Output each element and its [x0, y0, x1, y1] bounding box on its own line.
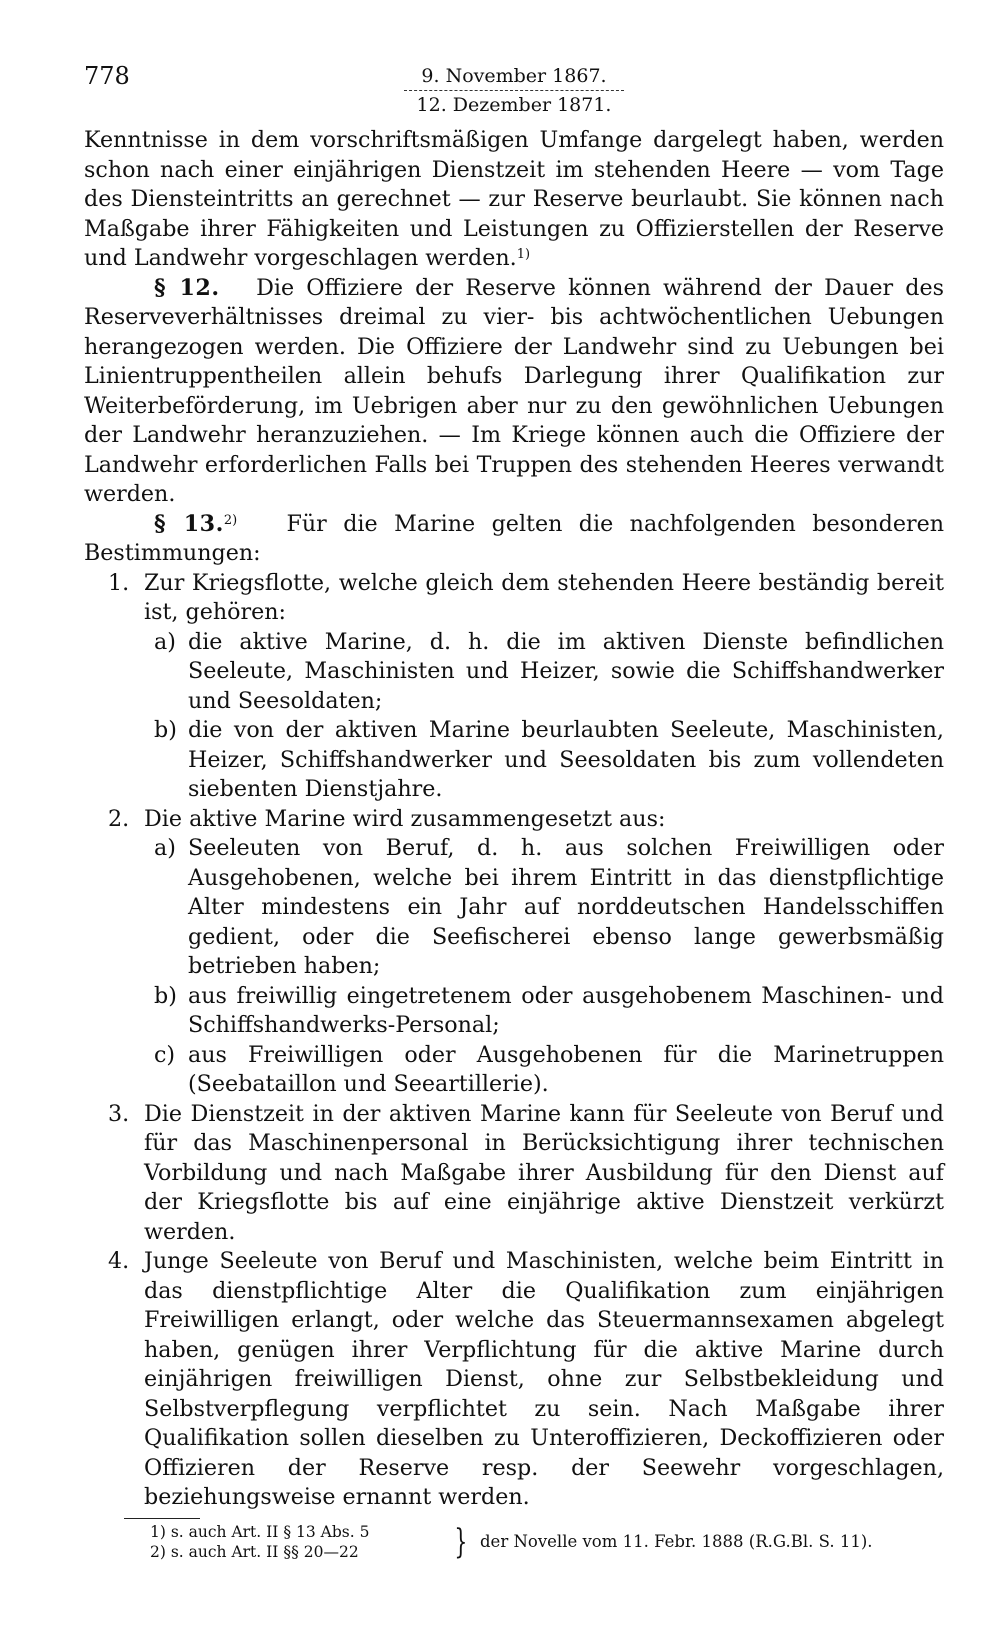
list-subitem-1b [84, 716, 944, 805]
footnote-1: 1) s. auch Art. II § 13 Abs. 5 [150, 1523, 370, 1541]
subitem-letter: b) [154, 717, 177, 743]
item-text: Die Dienstzeit in der aktiven Marine kann für Seeleute von Beruf und für das Maschinenpersonal in Berücksichtigung ihrer technischen Vorbildung und nach Maßgabe ihrer Ausbildung für den Dienst auf der Kriegsflotte bis auf eine einjährige aktive Dienstzeit verkürzt werden. [144, 1100, 944, 1245]
footnote-refs [150, 1522, 450, 1562]
section-13 [84, 510, 944, 569]
list-item-3 [84, 1100, 944, 1248]
list-item-2 [84, 805, 944, 835]
section-12-text: Die Offiziere der Reserve können während der Dauer des Reserveverhältnisses dreimal zu vier- bis achtwöchentlichen Uebungen herangezogen werden. Die Offiziere der Landwehr sind zu Uebungen bei Linientruppentheilen allein behufs Darlegung ihrer Qualifikation zur Weiterbeförderung, im Uebrigen aber nur zu den gewöhnlichen Uebungen der Landwehr heranzuziehen. — Im Kriege können auch die Offiziere der Landwehr erforderlichen Falls bei Truppen des stehenden Heeres verwandt werden. [84, 274, 944, 507]
footnote-shared-source: der Novelle vom 11. Febr. 1888 (R.G.Bl. S. 11). [480, 1532, 873, 1551]
item-number: 2. [108, 805, 130, 832]
footnote-divider [124, 1518, 200, 1519]
item-text: Zur Kriegsflotte, welche gleich dem stehenden Heere beständig bereit ist, gehören: [144, 569, 944, 625]
header-dates [404, 62, 624, 119]
list-subitem-1a [84, 628, 944, 717]
list-subitem-2a [84, 834, 944, 982]
section-13-text: Für die Marine gelten die nachfolgenden besonderen Bestimmungen: [84, 510, 944, 566]
subitem-text: aus Freiwilligen oder Ausgehobenen für die Marinetruppen (Seebataillon und Seeartillerie). [188, 1041, 944, 1097]
footnote-ref-2: 2) [223, 512, 238, 528]
list-item-4 [84, 1247, 944, 1513]
continuation-paragraph [84, 126, 944, 274]
subitem-letter: a) [154, 628, 176, 655]
footnote-ref-1: 1) [516, 247, 531, 262]
list-subitem-2c [84, 1041, 944, 1100]
subitem-text: aus freiwillig eingetretenem oder ausgehobenem Maschinen- und Schiffshandwerks-Personal; [188, 982, 944, 1038]
section-12-label: § 12. [154, 274, 220, 301]
header-date-2: 12. Dezember 1871. [416, 94, 612, 116]
header-date-1: 9. November 1867. [404, 62, 624, 91]
subitem-letter: a) [154, 835, 176, 861]
footnote-2: 2) s. auch Art. II §§ 20—22 [150, 1543, 359, 1561]
section-12 [84, 274, 944, 510]
item-number: 3. [108, 1100, 130, 1127]
item-text: Junge Seeleute von Beruf und Maschinisten, welche beim Eintritt in das dienstpflichtige Alter die Qualifikation zum einjährigen Freiwilligen erlangt, oder welche das Steuermannsexamen abgelegt haben, genügen ihrer Verpflichtung für die aktive Marine durch einjährigen freiwilligen Dienst, ohne zur Selbstbekleidung und Selbstverpflegung verpflichtet zu sein. Nach Maßgabe ihrer Qualifikation sollen dieselben zu Unteroffizieren, Deckoffizieren oder Offizieren der Reserve resp. der Seewehr vorgeschlagen, beziehungsweise ernannt werden. [144, 1248, 944, 1510]
subitem-text: Seeleuten von Beruf, d. h. aus solchen Freiwilligen oder Ausgehobenen, welche bei ihrem Eintritt in das dienstpflichtige Alter mindestens ein Jahr auf norddeutschen Handelsschiffen gedient, oder die Seefischerei ebenso lange gewerbsmäßig betrieben haben; [188, 835, 944, 979]
page-header [84, 62, 944, 122]
item-text: Die aktive Marine wird zusammengesetzt aus: [144, 805, 666, 832]
subitem-text: die von der aktiven Marine beurlaubten Seeleute, Maschinisten, Heizer, Schiffshandwerker und Seesoldaten bis zum vollendeten siebenten Dienstjahre. [188, 717, 944, 802]
footnote-brace: } [454, 1522, 468, 1562]
subitem-text: die aktive Marine, d. h. die im aktiven Dienste befindlichen Seeleute, Maschinisten und Heizer, sowie die Schiffshandwerker und Seesoldaten; [188, 628, 944, 714]
subitem-letter: b) [154, 982, 177, 1009]
list-item-1 [84, 569, 944, 628]
item-number: 1. [108, 569, 130, 596]
page-number: 778 [84, 62, 130, 90]
item-number: 4. [108, 1248, 130, 1274]
body-text [84, 126, 944, 1513]
section-13-label: § 13. [154, 510, 224, 537]
subitem-letter: c) [154, 1041, 176, 1068]
continuation-text: Kenntnisse in dem vorschriftsmäßigen Umfange dargelegt haben, werden schon nach einer einjährigen Dienstzeit im stehenden Heere — vom Tage des Diensteintritts an gerechnet — zur Reserve beurlaubt. Sie können nach Maßgabe ihrer Fähigkeiten und Leistungen zu Offizierstellen der Reserve und Landwehr vorgeschlagen werden. [84, 127, 944, 271]
list-subitem-2b [84, 982, 944, 1041]
